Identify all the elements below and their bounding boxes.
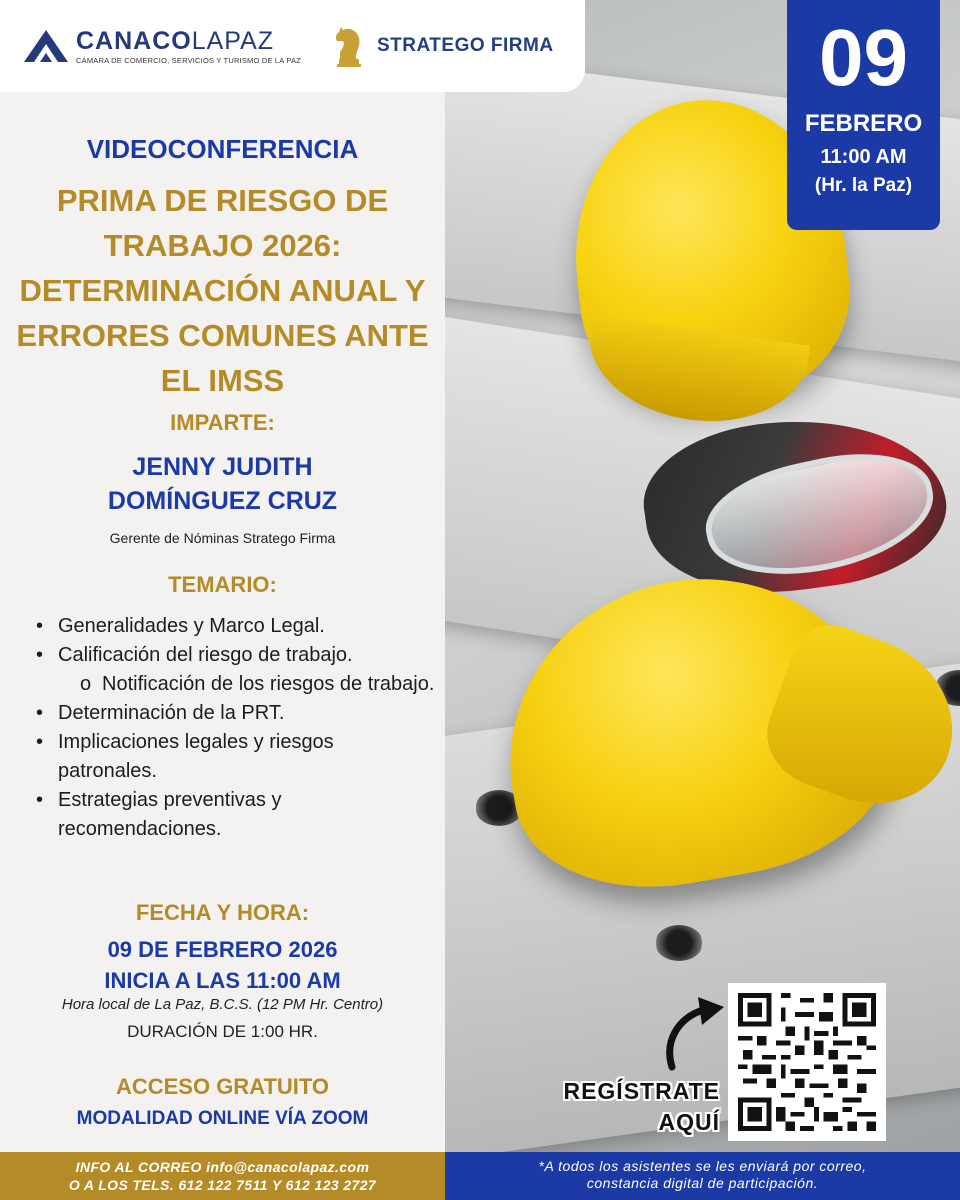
footer-note [445,1152,960,1200]
canaco-wordmark: CANACOLAPAZ [76,27,275,55]
speaker-name-line2: DOMÍNGUEZ CRUZ [107,487,338,515]
footer-contact [0,1152,445,1200]
event-duration: DURACIÓN DE 1:00 HR. [127,1022,318,1041]
stratego-wordmark: STRATEGO FIRMA [377,35,554,56]
logo-bar [0,0,585,92]
speaker-name [0,450,445,518]
local-time-note: Hora local de La Paz, B.C.S. (12 PM Hr. Centro) [61,996,384,1013]
speaker-role: Gerente de Nóminas Stratego Firma [109,530,336,546]
canaco-triangle-icon [22,28,70,64]
footer-email[interactable]: INFO AL CORREO info@canacolapaz.com [75,1159,370,1175]
event-datetime [0,934,445,996]
topic-list [36,612,436,844]
canaco-subtitle: CÁMARA DE COMERCIO, SERVICIOS Y TURISMO DE LA PAZ [76,56,301,65]
event-start-time: INICIA A LAS 11:00 AM [104,968,341,993]
registration-qr-code[interactable] [728,983,886,1141]
footer-phones: O A LOS TELS. 612 122 7511 Y 612 123 2727 [68,1177,377,1193]
topic-item: • Generalidades y Marco Legal. [36,612,436,641]
qr-code-icon [738,993,876,1131]
register-cta[interactable] [540,1076,720,1138]
stratego-logo [331,24,554,68]
event-title: PRIMA DE RIESGO DE TRABAJO 2026: DETERMINACIÓN ANUAL Y ERRORES COMUNES ANTE EL IMSS [16,183,429,398]
canaco-logo [22,27,301,65]
event-kind: VIDEOCONFERENCIA [86,134,359,164]
access-label: ACCESO GRATUITO [115,1074,330,1099]
badge-month: FEBRERO [804,110,923,137]
slab-hole [655,925,703,961]
imparte-label: IMPARTE: [170,410,275,435]
topic-item: • Determinación de la PRT. [36,699,436,728]
curved-arrow-icon [658,995,728,1075]
date-badge [787,0,940,230]
register-line2: AQUÍ [658,1109,720,1135]
register-line1: REGÍSTRATE [563,1078,720,1104]
chess-knight-icon [331,24,367,68]
fecha-label: FECHA Y HORA: [135,900,310,925]
event-date: 09 DE FEBRERO 2026 [107,937,338,962]
speaker-name-line1: JENNY JUDITH [132,453,313,481]
footer-note-line2: constancia digital de participación. [586,1175,819,1191]
modality-label: MODALIDAD ONLINE VÍA ZOOM [76,1108,369,1129]
badge-time: 11:00 AM [820,146,907,168]
topic-item: • Implicaciones legales y riesgos patronales. [36,728,436,786]
topic-subitem: o Notificación de los riesgos de trabajo. [36,670,436,699]
temario-label: TEMARIO: [168,572,277,597]
topic-item: • Estrategias preventivas y recomendaciones. [36,786,436,844]
badge-timezone: (Hr. la Paz) [814,175,913,196]
badge-day: 09 [819,13,908,102]
footer-note-line1: *A todos los asistentes se les enviará por correo, [538,1158,867,1174]
topic-item: • Calificación del riesgo de trabajo. [36,641,436,670]
